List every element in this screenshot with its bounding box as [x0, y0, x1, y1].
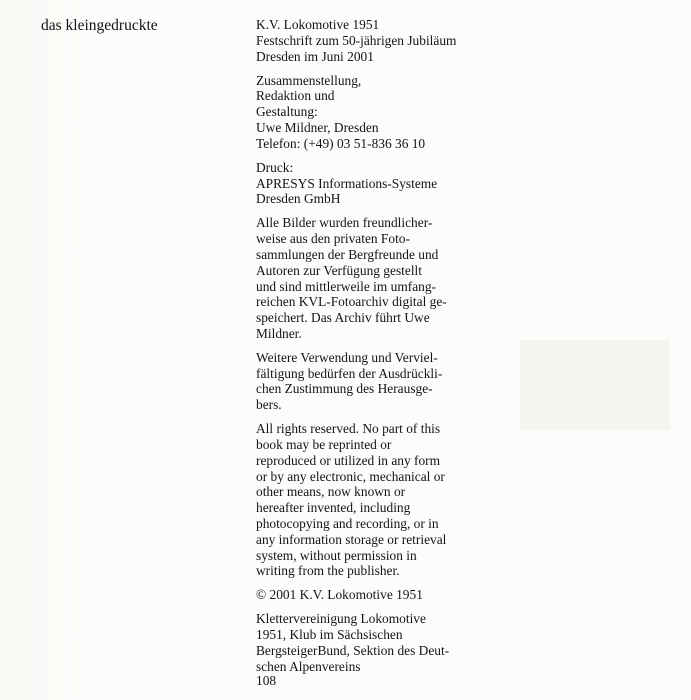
text-line: Redaktion und [256, 88, 335, 104]
text-line: Dresden im Juni 2001 [256, 48, 374, 64]
text-line: other means, now known or [256, 484, 406, 500]
text-line: chen Zustimmung des Herausge- [256, 381, 433, 397]
text-line: fältigung bedürfen der Ausdrückli- [256, 365, 443, 381]
page-number: 108 [256, 673, 277, 688]
show-through-shadow [520, 340, 670, 430]
imprint-paragraph [256, 350, 496, 413]
text-line: any information storage or retrieval [256, 531, 447, 547]
text-line: Dresden GmbH [256, 191, 341, 207]
text-line: sammlungen der Bergfreunde und [256, 246, 439, 262]
text-line: Gestaltung: [256, 104, 318, 120]
text-line: © 2001 K.V. Lokomotive 1951 [256, 587, 423, 603]
text-line: Weitere Verwendung und Verviel- [256, 349, 438, 365]
text-line: Festschrift zum 50-jährigen Jubiläum [256, 32, 457, 48]
text-line: Telefon: (+49) 03 51-836 36 10 [256, 135, 426, 151]
imprint-paragraph [256, 421, 496, 579]
imprint-paragraph [256, 215, 496, 341]
text-line: K.V. Lokomotive 1951 [256, 17, 380, 32]
imprint-paragraph [256, 17, 496, 64]
text-line: APRESYS Informations-Systeme [256, 175, 438, 191]
text-line: Klettervereinigung Lokomotive [256, 611, 426, 627]
text-line: BergsteigerBund, Sektion des Deut- [256, 643, 450, 658]
text-line: Zusammenstellung, [256, 72, 362, 88]
text-line: Mildner. [256, 325, 302, 341]
text-line: book may be reprinted or [256, 437, 392, 453]
text-line: reichen KVL-Fotoarchiv digital ge- [256, 294, 447, 310]
text-line: system, without permission in [256, 547, 417, 563]
imprint-column [256, 17, 496, 683]
text-line: or by any electronic, mechanical or [256, 468, 445, 484]
text-line: hereafter invented, including [256, 500, 411, 516]
imprint-paragraph [256, 587, 496, 603]
text-line: Autoren zur Verfügung gestellt [256, 262, 422, 278]
text-line: All rights reserved. No part of this [256, 421, 441, 437]
text-line: writing from the publisher. [256, 563, 400, 579]
imprint-paragraph [256, 160, 496, 207]
text-line: schen Alpenvereins [256, 658, 361, 674]
text-line: weise aus den privaten Foto- [256, 231, 410, 247]
text-line: 1951, Klub im Sächsischen [256, 627, 403, 643]
section-heading: das kleingedruckte [41, 17, 158, 34]
text-line: Druck: [256, 159, 294, 175]
text-line: bers. [256, 397, 282, 413]
imprint-paragraph [256, 73, 496, 152]
text-line: photocopying and recording, or in [256, 516, 439, 532]
text-line: Uwe Mildner, Dresden [256, 119, 379, 135]
imprint-paragraph [256, 611, 496, 674]
text-line: und sind mittlerweile im umfang- [256, 278, 436, 294]
text-line: speichert. Das Archiv führt Uwe [256, 310, 430, 326]
text-line: Alle Bilder wurden freundlicher- [256, 215, 433, 231]
text-line: reproduced or utilized in any form [256, 452, 441, 468]
